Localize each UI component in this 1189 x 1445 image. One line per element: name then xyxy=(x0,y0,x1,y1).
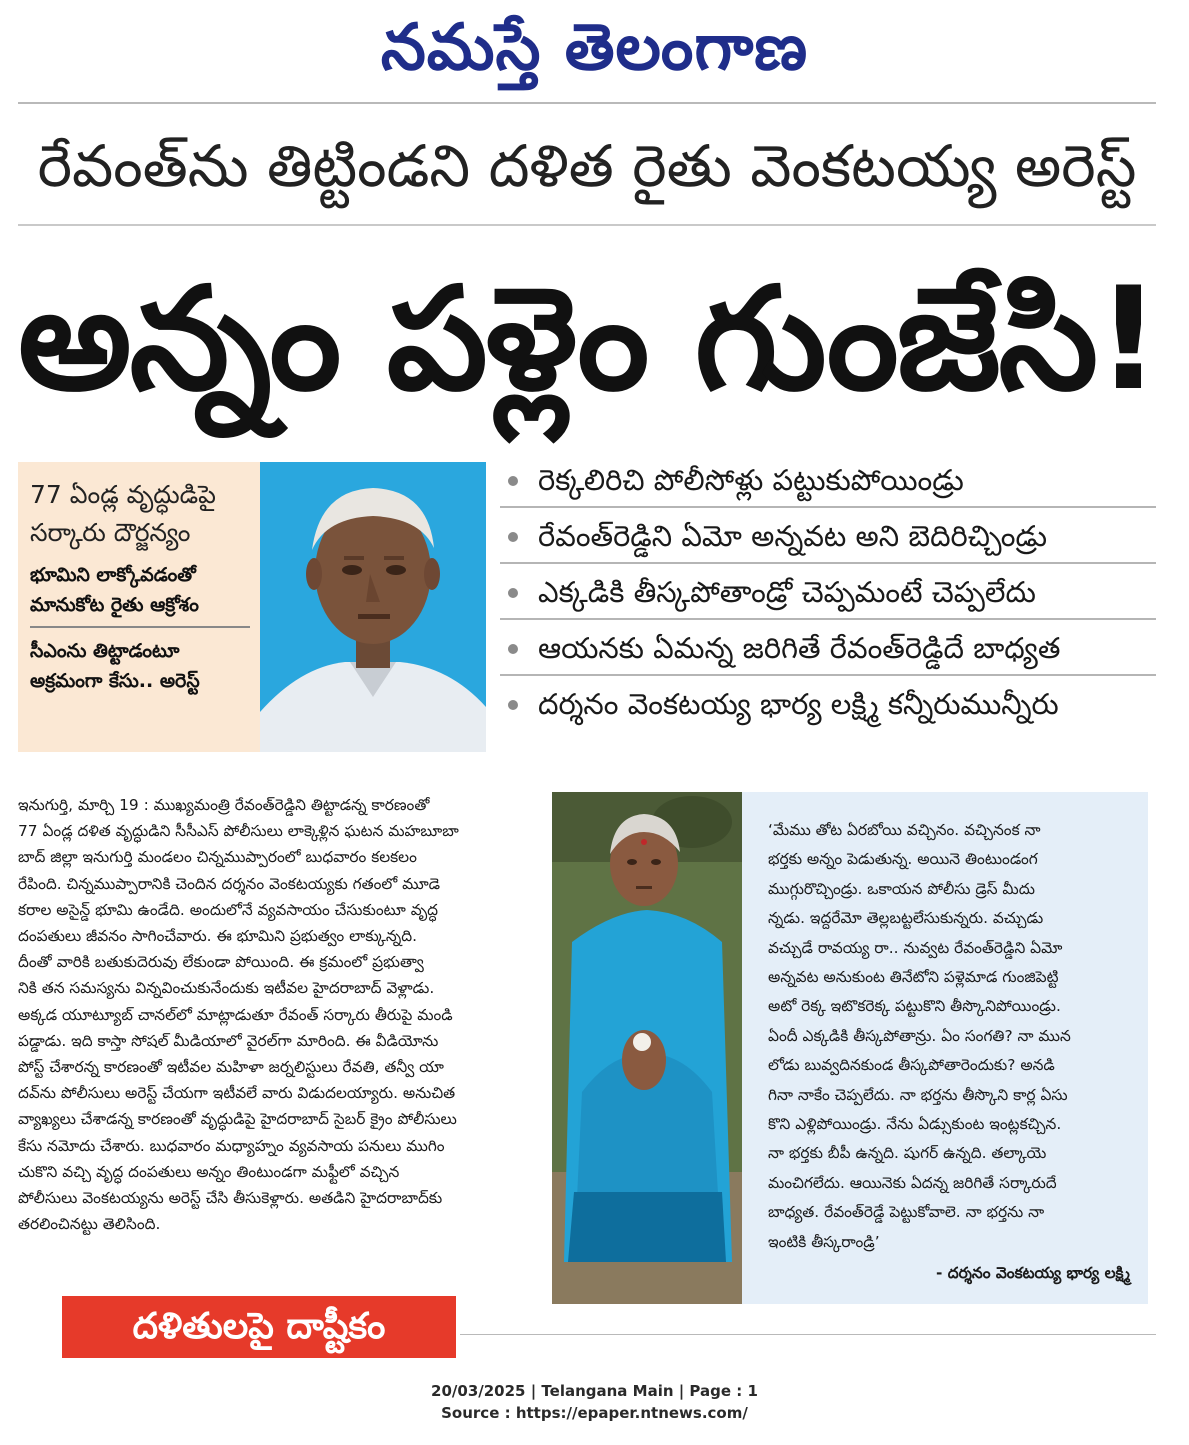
highlight-subline: మానుకోట రైతు ఆక్రోశం xyxy=(30,594,199,616)
story-line: కేసు నమోదు చేశారు. బుధవారం మధ్యాహ్నం వ్యవసాయ పనులు ముగిం xyxy=(18,1136,445,1155)
highlight-line: సర్కారు దౌర్జన్యం xyxy=(30,518,191,547)
main-headline: అన్నం పళ్లెం గుంజేసి! xyxy=(18,257,1159,422)
story-line: పోలీసులు వెంకటయ్యను అరెస్ట్ చేసి తీసుకెళ్లారు. అతడిని హైదరాబాద్‌కు xyxy=(18,1189,443,1208)
story-line: కరాల అసైన్డ్ భూమి ఉండేది. అందులోనే వ్యవసాయం చేసుకుంటూ వృద్ధ xyxy=(18,900,438,919)
quote-line: ముగ్గురొచ్చిండ్రు. ఒకాయన పోలీసు డ్రెస్ మీదు xyxy=(768,879,1035,898)
quote-line: బాధ్యత. రేవంత్‌రెడ్డే పెట్టుకోవాలె. నా భర్తను నా xyxy=(768,1203,1045,1222)
story-line: అక్కడ యూట్యూబ్ చానల్‌లో మాట్లాడుతూ రేవంత్ సర్కారు తీరుపై మండి xyxy=(18,1005,453,1024)
bullet-icon xyxy=(508,588,518,598)
quote-line: మంచిగలేదు. ఆయినెకు ఏదన్న జరిగితే సర్కారుదే xyxy=(768,1173,1057,1192)
list-item xyxy=(500,620,1156,676)
bullet-text: రెక్కలిరిచి పోలీసోళ్లు పట్టుకుపోయిండ్రు xyxy=(538,463,964,497)
farmer-portrait-photo xyxy=(260,462,486,752)
quote-attribution: - దర్శనం వెంకటయ్య భార్య లక్ష్మి xyxy=(936,1264,1130,1283)
highlight-subline: భూమిని లాక్కోవడంతో xyxy=(30,564,196,586)
quote-line: లోడు బువ్వదినకుండ తీస్కపోతారెందుకు? అనడి xyxy=(768,1056,1055,1075)
wife-photo xyxy=(552,792,742,1304)
footer-source-line: Source : https://epaper.ntnews.com/ xyxy=(441,1404,748,1422)
highlight-subline: అక్రమంగా కేసు.. అరెస్ట్ xyxy=(30,670,200,692)
quote-line: కొని ఎళ్లిపోయిండ్రు. నేను ఏడ్సుకుంట ఇంట్లకచ్చిన. xyxy=(768,1115,1062,1134)
highlight-box xyxy=(18,462,260,752)
story-line: పోస్ట్ చేశారన్న కారణంతో ఇటీవల మహిళా జర్నలిస్టులు రేవతి, తన్వీ యా xyxy=(18,1058,444,1077)
quote-line: ‘మేము తోట ఏరబోయి వచ్చినం. వచ్చినంక నా xyxy=(768,821,1041,839)
story-line: వ్యాఖ్యలు చేశాడన్న కారణంతో వృద్ధుడిపై హైదరాబాద్ సైబర్ క్రైం పోలీసులు xyxy=(18,1110,457,1129)
bullet-list xyxy=(500,452,1156,732)
quote-line: ఇంటికి తీస్కరాండ్రి’ xyxy=(768,1232,880,1251)
bullet-icon xyxy=(508,644,518,654)
highlight-line: 77 ఏండ్ల వృద్ధుడిపై xyxy=(30,480,216,509)
divider xyxy=(460,1334,1156,1335)
quote-line: ఏందీ ఎక్కడికి తీస్కపోతాన్రు. ఏం సంగతి? నా మున xyxy=(768,1026,1071,1045)
footer-date-line: 20/03/2025 | Telangana Main | Page : 1 xyxy=(431,1382,758,1400)
list-item xyxy=(500,676,1156,732)
highlight-subline: సీఎంను తిట్టాడంటూ xyxy=(30,640,180,662)
bullet-icon xyxy=(508,476,518,486)
bullet-icon xyxy=(508,532,518,542)
story-body xyxy=(18,792,538,1237)
quote-line: నా భర్తకు బీపీ ఉన్నది. షుగర్ ఉన్నది. తల్కాయె xyxy=(768,1144,1047,1163)
bullet-text: రేవంత్‌రెడ్డిని ఏమో అన్నవట అని బెదిరిచ్చిండ్రు xyxy=(538,519,1047,553)
list-item xyxy=(500,508,1156,564)
quote-line: అటో రెక్క ఇటొకరెక్క పట్టుకొని తీస్కొనిపోయిండ్రు. xyxy=(768,997,1061,1016)
divider xyxy=(30,626,250,628)
story-line: పడ్డాడు. ఇది కాస్తా సోషల్ మీడియాలో వైరల్‌గా మారింది. ఈ వీడియోను xyxy=(18,1031,439,1050)
masthead-logo: నమస్తే తెలంగాణ xyxy=(380,11,809,85)
quote-line: వచ్చుడే రావయ్య రా.. నువ్వట రేవంత్‌రెడ్డిని ఏమో xyxy=(768,938,1063,957)
story-line: రేపింది. చిన్నముప్పారానికి చెందిన దర్శనం వెంకటయ్యకు గతంలో మూడె xyxy=(18,874,441,893)
bullet-text: ఎక్కడికి తీస్కపోతాండ్రో చెప్పమంటే చెప్పలేదు xyxy=(538,575,1036,609)
story-line: దవ్‌ను పోలీసులు అరెస్ట్ చేయగా ఇటీవలే వారు విడుదలయ్యారు. అనుచిత xyxy=(18,1084,456,1103)
story-line: 77 ఏండ్ల దళిత వృద్ధుడిని సీసీఎస్ పోలీసులు లాక్కెళ్లిన ఘటన మహబూబా xyxy=(18,822,459,841)
divider xyxy=(18,224,1156,226)
quote-line: భర్తకు అన్నం పెడుతున్న. అయినె తింటుండంగ xyxy=(768,850,1038,869)
page-footer xyxy=(0,1380,1189,1424)
story-line: దంపతులు జీవనం సాగించేవారు. ఈ భూమిని ప్రభుత్వం లాక్కున్నది. xyxy=(18,927,417,946)
quote-line: గినా నాకేం చెప్పలేదు. నా భర్తను తీస్కొని కార్ల ఏసు xyxy=(768,1085,1068,1104)
quote-line: న్నడు. ఇద్దరేమో తెల్లబట్టలేసుకున్నరు. వచ్చుడు xyxy=(768,909,1044,928)
kicker-headline: రేవంత్‌ను తిట్టిండని దళిత రైతు వెంకటయ్య అరెస్ట్ xyxy=(37,132,1137,200)
bullet-text: దర్శనం వెంకటయ్య భార్య లక్ష్మి కన్నీరుమున్నీరు xyxy=(538,687,1059,721)
quote-box xyxy=(742,792,1148,1304)
section-tag: దళితులపై దాష్టీకం xyxy=(62,1296,456,1358)
bullet-text: ఆయనకు ఏమన్న జరిగితే రేవంత్‌రెడ్డిదే బాధ్యత xyxy=(538,631,1061,665)
story-line: చుకొని వచ్చి వృద్ధ దంపతులు అన్నం తింటుండగా మఫ్టీలో వచ్చిన xyxy=(18,1162,400,1181)
story-line: బాద్ జిల్లా ఇనుగుర్తి మండలం చిన్నముప్పారంలో బుధవారం కలకలం xyxy=(18,848,417,867)
story-line: నికి తన సమస్యను విన్నవించుకునేందుకు ఇటీవల హైదరాబాద్ వెళ్లాడు. xyxy=(18,979,435,998)
story-line: ఇనుగుర్తి, మార్చి 19 : ముఖ్యమంత్రి రేవంత్‌రెడ్డిని తిట్టాడన్న కారణంతో xyxy=(18,796,430,814)
list-item xyxy=(500,452,1156,508)
quote-line: అన్నవట అనుకుంట తినేటోని పళ్లెమాడ గుంజిపెట్టి xyxy=(768,968,1059,987)
story-line: దీంతో వారికి బతుకుదెరువు లేకుండా పోయింది. ఈ క్రమంలో ప్రభుత్వా xyxy=(18,953,424,972)
list-item xyxy=(500,564,1156,620)
bullet-icon xyxy=(508,700,518,710)
story-line: తరలించినట్టు తెలిసింది. xyxy=(18,1215,161,1234)
divider xyxy=(18,102,1156,104)
